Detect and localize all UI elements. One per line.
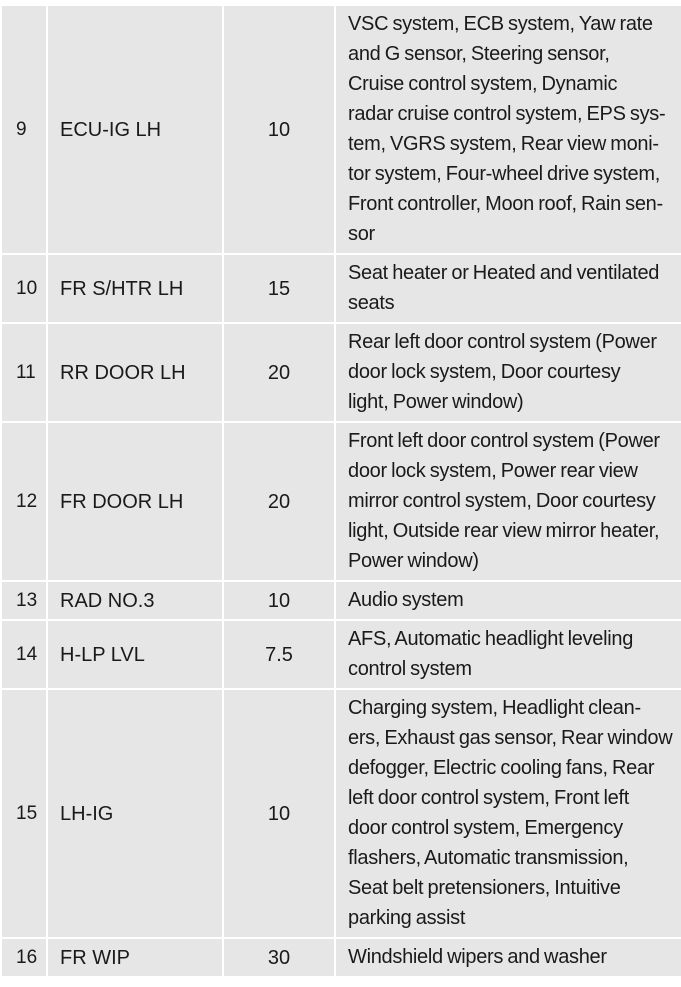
circuit-cell: Windshield wipers and washer: [335, 938, 681, 977]
fuse-number-cell: 9: [1, 3, 47, 254]
table-row: [1, 938, 681, 977]
ampere-cell: 15: [223, 254, 335, 323]
ampere-cell: 10: [223, 689, 335, 938]
circuit-cell: Charging system, Headlight clean- ers, Exhaust gas sensor, Rear window defogger, Electric cooling fans, Rear left door control system, Front left door control system, Emergency flashers, Automatic transmission, Seat belt pretensioners, Intuitive parking assist: [335, 689, 681, 938]
circuit-cell: AFS, Automatic headlight leveling control system: [335, 620, 681, 689]
fuse-name-cell: FR DOOR LH: [47, 422, 223, 581]
fuse-name-cell: ECU-IG LH: [47, 3, 223, 254]
circuit-cell: Rear left door control system (Power door lock system, Door courtesy light, Power window): [335, 323, 681, 422]
fuse-number-cell: 14: [1, 620, 47, 689]
table-row: [1, 254, 681, 323]
fuse-name-cell: FR WIP: [47, 938, 223, 977]
ampere-cell: 30: [223, 938, 335, 977]
fuse-number-cell: 12: [1, 422, 47, 581]
circuit-cell: Seat heater or Heated and ventilated seats: [335, 254, 681, 323]
table-row: [1, 620, 681, 689]
fuse-name-cell: FR S/HTR LH: [47, 254, 223, 323]
table-row: [1, 323, 681, 422]
fuse-number-cell: 16: [1, 938, 47, 977]
table-row: [1, 689, 681, 938]
fuse-number-cell: 11: [1, 323, 47, 422]
table-row: [1, 581, 681, 620]
ampere-cell: 7.5: [223, 620, 335, 689]
circuit-cell: VSC system, ECB system, Yaw rate and G sensor, Steering sensor, Cruise control system, Dynamic radar cruise control system, EPS sys- tem, VGRS system, Rear view moni- tor system, Four-wheel drive system, Front controller, Moon roof, Rain sen- sor: [335, 3, 681, 254]
fuse-number-cell: 13: [1, 581, 47, 620]
fuse-number-cell: 15: [1, 689, 47, 938]
table-row: [1, 3, 681, 254]
ampere-cell: 10: [223, 581, 335, 620]
circuit-cell: Front left door control system (Power door lock system, Power rear view mirror control system, Door courtesy light, Outside rear view mirror heater, Power window): [335, 422, 681, 581]
ampere-cell: 20: [223, 323, 335, 422]
fuse-name-cell: LH-IG: [47, 689, 223, 938]
fuse-number-cell: 10: [1, 254, 47, 323]
fuse-table-body: [1, 3, 681, 977]
fuse-name-cell: RR DOOR LH: [47, 323, 223, 422]
ampere-cell: 20: [223, 422, 335, 581]
ampere-cell: 10: [223, 3, 335, 254]
fuse-name-cell: H-LP LVL: [47, 620, 223, 689]
table-row: [1, 422, 681, 581]
fuse-name-cell: RAD NO.3: [47, 581, 223, 620]
circuit-cell: Audio system: [335, 581, 681, 620]
